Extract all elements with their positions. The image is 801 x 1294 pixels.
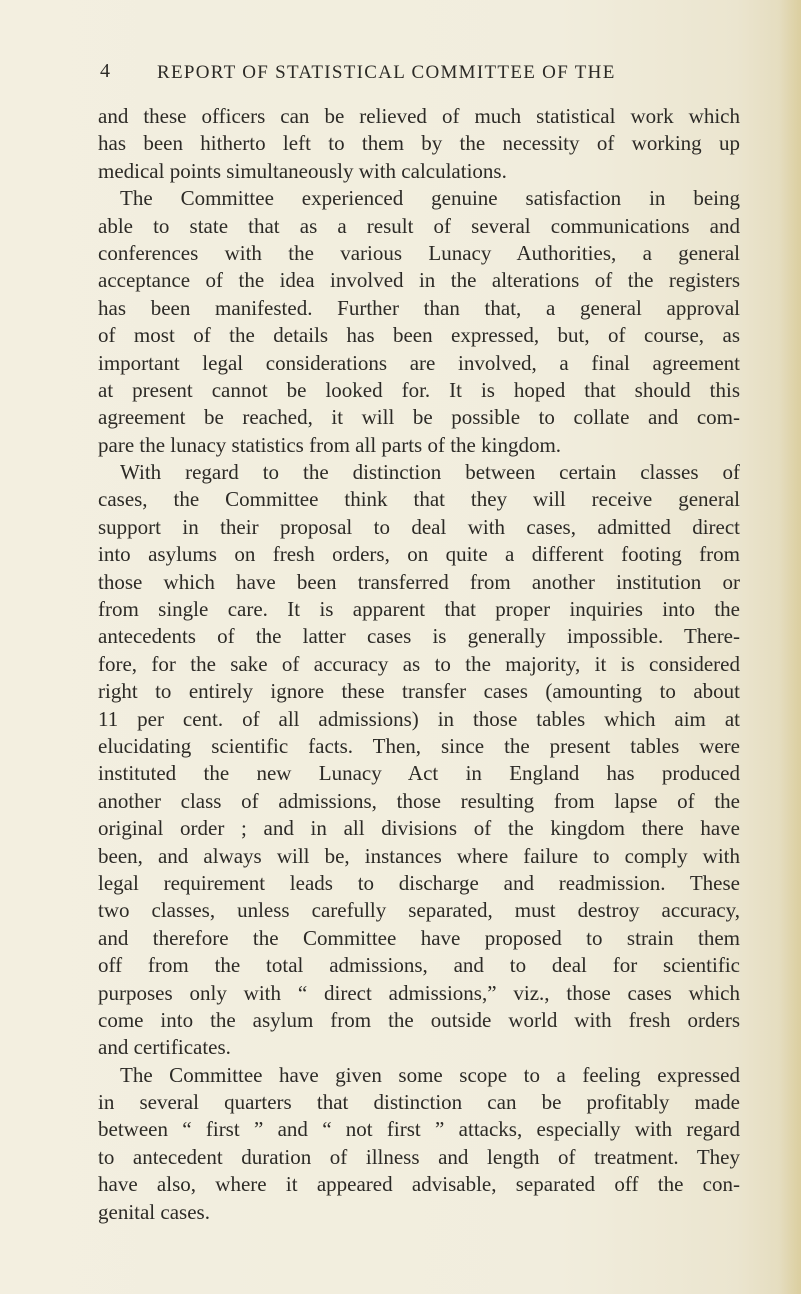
body-text [98, 103, 740, 1226]
text-line: off from the total admissions, and to deal for scientific [98, 953, 740, 978]
text-line: original order ; and in all divisions of the kingdom there have [98, 816, 740, 841]
text-line: acceptance of the idea involved in the alterations of the registers [98, 268, 740, 293]
running-head-title: REPORT OF STATISTICAL COMMITTEE OF THE [157, 62, 616, 83]
text-line: fore, for the sake of accuracy as to the majority, it is considered [98, 651, 740, 676]
text-line: those which have been transferred from another institution or [98, 569, 740, 594]
text-line: pare the lunacy statistics from all parts of the kingdom. [98, 432, 562, 457]
text-line: and therefore the Committee have proposed to strain them [98, 925, 740, 950]
text-line: into asylums on fresh orders, on quite a different footing from [98, 542, 740, 567]
text-line: come into the asylum from the outside world with fresh orders [98, 1007, 740, 1032]
text-line: purposes only with “ direct admissions,” viz., those cases which [98, 980, 740, 1005]
text-line: cases, the Committee think that they will receive general [98, 487, 740, 512]
text-line: right to entirely ignore these transfer cases (amounting to about [98, 679, 740, 704]
running-head [100, 60, 740, 90]
text-line: at present cannot be looked for. It is hoped that should this [98, 377, 740, 402]
text-line: has been manifested. Further than that, a general approval [98, 295, 740, 320]
paragraph-start-line: With regard to the distinction between certain classes of [120, 460, 740, 485]
text-line: genital cases. [98, 1199, 210, 1224]
text-line: important legal considerations are involved, a final agreement [98, 350, 740, 375]
text-line: instituted the new Lunacy Act in England has produced [98, 761, 740, 786]
text-line: medical points simultaneously with calculations. [98, 158, 507, 183]
text-line: conferences with the various Lunacy Authorities, a general [98, 240, 740, 265]
text-line: from single care. It is apparent that proper inquiries into the [98, 597, 740, 622]
text-line: two classes, unless carefully separated, must destroy accuracy, [98, 898, 740, 923]
text-line: support in their proposal to deal with cases, admitted direct [98, 514, 740, 539]
text-line: has been hitherto left to them by the necessity of working up [98, 131, 740, 156]
paragraph-start-line: The Committee have given some scope to a feeling expressed [120, 1062, 740, 1087]
text-line: legal requirement leads to discharge and readmission. These [98, 870, 740, 895]
text-line: antecedents of the latter cases is generally impossible. There- [98, 624, 740, 649]
text-line: of most of the details has been expressed, but, of course, as [98, 323, 740, 348]
text-line: to antecedent duration of illness and length of treatment. They [98, 1144, 740, 1169]
text-line: able to state that as a result of several communications and [98, 213, 740, 238]
text-line: and certificates. [98, 1035, 231, 1060]
text-line: in several quarters that distinction can be profitably made [98, 1090, 740, 1115]
page-edge-shadow [779, 0, 801, 1294]
text-line: another class of admissions, those resulting from lapse of the [98, 788, 740, 813]
text-line: been, and always will be, instances where failure to comply with [98, 843, 740, 868]
page-number: 4 [100, 60, 111, 82]
text-line: elucidating scientific facts. Then, since the present tables were [98, 733, 740, 758]
text-line: and these officers can be relieved of much statistical work which [98, 104, 740, 128]
text-line: agreement be reached, it will be possible to collate and com- [98, 405, 740, 430]
text-line: between “ first ” and “ not first ” attacks, especially with regard [98, 1117, 740, 1142]
text-line: have also, where it appeared advisable, separated off the con- [98, 1172, 740, 1197]
text-line: 11 per cent. of all admissions) in those tables which aim at [98, 706, 740, 731]
paragraph-start-line: The Committee experienced genuine satisfaction in being [120, 186, 740, 211]
